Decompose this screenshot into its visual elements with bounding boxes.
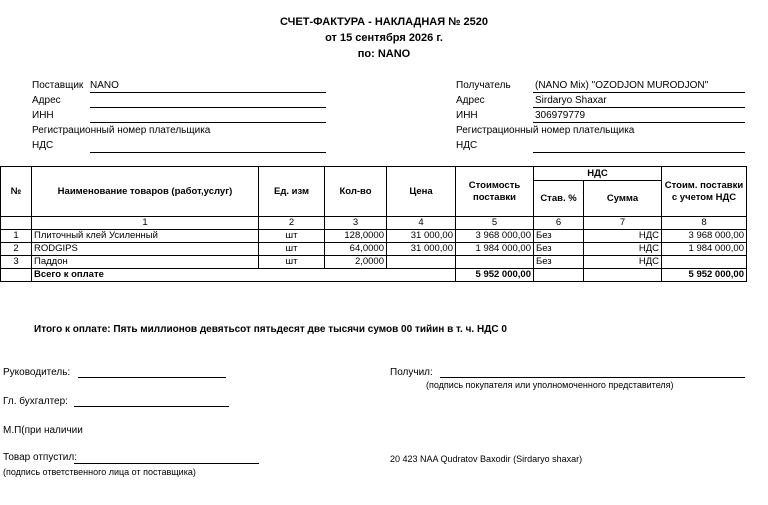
row-no: 2 xyxy=(1,243,32,256)
head-signature-line xyxy=(78,377,226,378)
total-label: Всего к оплате xyxy=(32,269,456,282)
supplier-address-label: Адрес xyxy=(32,95,61,106)
col-header-total-cost: Стоим. поставки с учетом НДС xyxy=(662,167,747,217)
accountant-signature-line xyxy=(74,406,229,407)
received-note: (подпись покупателя или уполномоченного представителя) xyxy=(426,380,674,390)
table-col-numbers-row xyxy=(1,217,747,230)
row-total: 3 968 000,00 xyxy=(662,230,747,243)
supplier-nds-underline xyxy=(90,152,326,153)
received-label: Получил: xyxy=(390,367,433,378)
head-label: Руководитель: xyxy=(3,367,71,378)
table-header-row xyxy=(1,167,747,181)
col-number: 4 xyxy=(387,217,456,230)
row-price: 31 000,00 xyxy=(387,230,456,243)
col-header-nds-sum: Сумма xyxy=(584,181,662,217)
invoice-table xyxy=(0,166,747,282)
released-signature-line xyxy=(74,463,259,464)
total-cost: 5 952 000,00 xyxy=(456,269,534,282)
row-qty: 128,0000 xyxy=(325,230,387,243)
row-unit: шт xyxy=(259,230,325,243)
row-total: 1 984 000,00 xyxy=(662,243,747,256)
row-nds-sum: НДС xyxy=(584,243,662,256)
col-header-unit: Ед. изм xyxy=(259,167,325,217)
supplier-address-underline xyxy=(90,107,326,108)
table-total-row xyxy=(1,269,747,282)
row-cost: 1 984 000,00 xyxy=(456,243,534,256)
row-nds-rate: Без xyxy=(534,243,584,256)
supplier-value: NANO xyxy=(90,80,119,91)
recipient-reg-label: Регистрационный номер плательщика xyxy=(456,125,635,136)
row-total xyxy=(662,256,747,269)
recipient-underline xyxy=(533,92,745,93)
recipient-inn-underline xyxy=(533,122,745,123)
row-qty: 2,0000 xyxy=(325,256,387,269)
col-header-cost: Стоимость поставки xyxy=(456,167,534,217)
table-row xyxy=(1,256,747,269)
row-name: Плиточный клей Усиленный xyxy=(32,230,259,243)
supplier-inn-label: ИНН xyxy=(32,110,54,121)
released-note: (подпись ответственного лица от поставщика) xyxy=(3,467,196,477)
recipient-nds-underline xyxy=(533,152,745,153)
row-nds-sum: НДС xyxy=(584,230,662,243)
col-number: 7 xyxy=(584,217,662,230)
col-header-nds-rate: Став. % xyxy=(534,181,584,217)
col-header-no: № xyxy=(1,167,32,217)
recipient-value: (NANO Mix) "OZODJON MURODJON" xyxy=(535,80,709,91)
col-header-nds-group: НДС xyxy=(534,167,662,181)
recipient-inn-label: ИНН xyxy=(456,110,478,121)
supplier-inn-underline xyxy=(90,122,326,123)
row-cost: 3 968 000,00 xyxy=(456,230,534,243)
accountant-label: Гл. бухгалтер: xyxy=(3,396,68,407)
recipient-address-label: Адрес xyxy=(456,95,485,106)
row-no: 3 xyxy=(1,256,32,269)
recipient-address-value: Sirdaryo Shaxar xyxy=(535,95,607,106)
released-label: Товар отпустил: xyxy=(3,452,77,463)
recipient-address-underline xyxy=(533,107,745,108)
supplier-reg-label: Регистрационный номер плательщика xyxy=(32,125,211,136)
col-number: 3 xyxy=(325,217,387,230)
col-header-price: Цена xyxy=(387,167,456,217)
recipient-label: Получатель xyxy=(456,80,511,91)
row-name: Паддон xyxy=(32,256,259,269)
document-by: по: NANO xyxy=(357,48,411,60)
table-row xyxy=(1,230,747,243)
row-unit: шт xyxy=(259,256,325,269)
table-row xyxy=(1,243,747,256)
total-in-words: Итого к оплате: Пять миллионов девятьсот пятьдесят две тысячи сумов 00 тийин в т. ч. НДС 0 xyxy=(34,324,507,335)
supplier-label: Поставщик xyxy=(32,80,84,91)
supplier-underline xyxy=(90,92,326,93)
total-empty xyxy=(1,269,32,282)
row-price xyxy=(387,256,456,269)
row-qty: 64,0000 xyxy=(325,243,387,256)
recipient-inn-value: 306979779 xyxy=(535,110,586,121)
row-unit: шт xyxy=(259,243,325,256)
row-cost xyxy=(456,256,534,269)
col-number-empty xyxy=(1,217,32,230)
col-number: 6 xyxy=(534,217,584,230)
received-signature-line xyxy=(440,377,745,378)
driver-line: 20 423 NAA Qudratov Baxodir (Sirdaryo shaxar) xyxy=(390,454,583,464)
row-nds-rate: Без xyxy=(534,256,584,269)
recipient-nds-label: НДС xyxy=(456,140,478,151)
document-title: СЧЕТ-ФАКТУРА - НАКЛАДНАЯ № 2520 xyxy=(280,16,488,28)
col-number: 1 xyxy=(32,217,259,230)
col-number: 5 xyxy=(456,217,534,230)
col-header-qty: Кол-во xyxy=(325,167,387,217)
col-number: 2 xyxy=(259,217,325,230)
col-number: 8 xyxy=(662,217,747,230)
row-nds-rate: Без xyxy=(534,230,584,243)
total-with-nds: 5 952 000,00 xyxy=(662,269,747,282)
row-price: 31 000,00 xyxy=(387,243,456,256)
col-header-name: Наименование товаров (работ,услуг) xyxy=(32,167,259,217)
total-empty xyxy=(534,269,584,282)
supplier-nds-label: НДС xyxy=(32,140,54,151)
stamp-label: М.П(при наличии xyxy=(3,425,83,436)
row-no: 1 xyxy=(1,230,32,243)
document-date: от 15 сентября 2026 г. xyxy=(325,32,443,44)
row-nds-sum: НДС xyxy=(584,256,662,269)
row-name: RODGIPS xyxy=(32,243,259,256)
total-empty xyxy=(584,269,662,282)
